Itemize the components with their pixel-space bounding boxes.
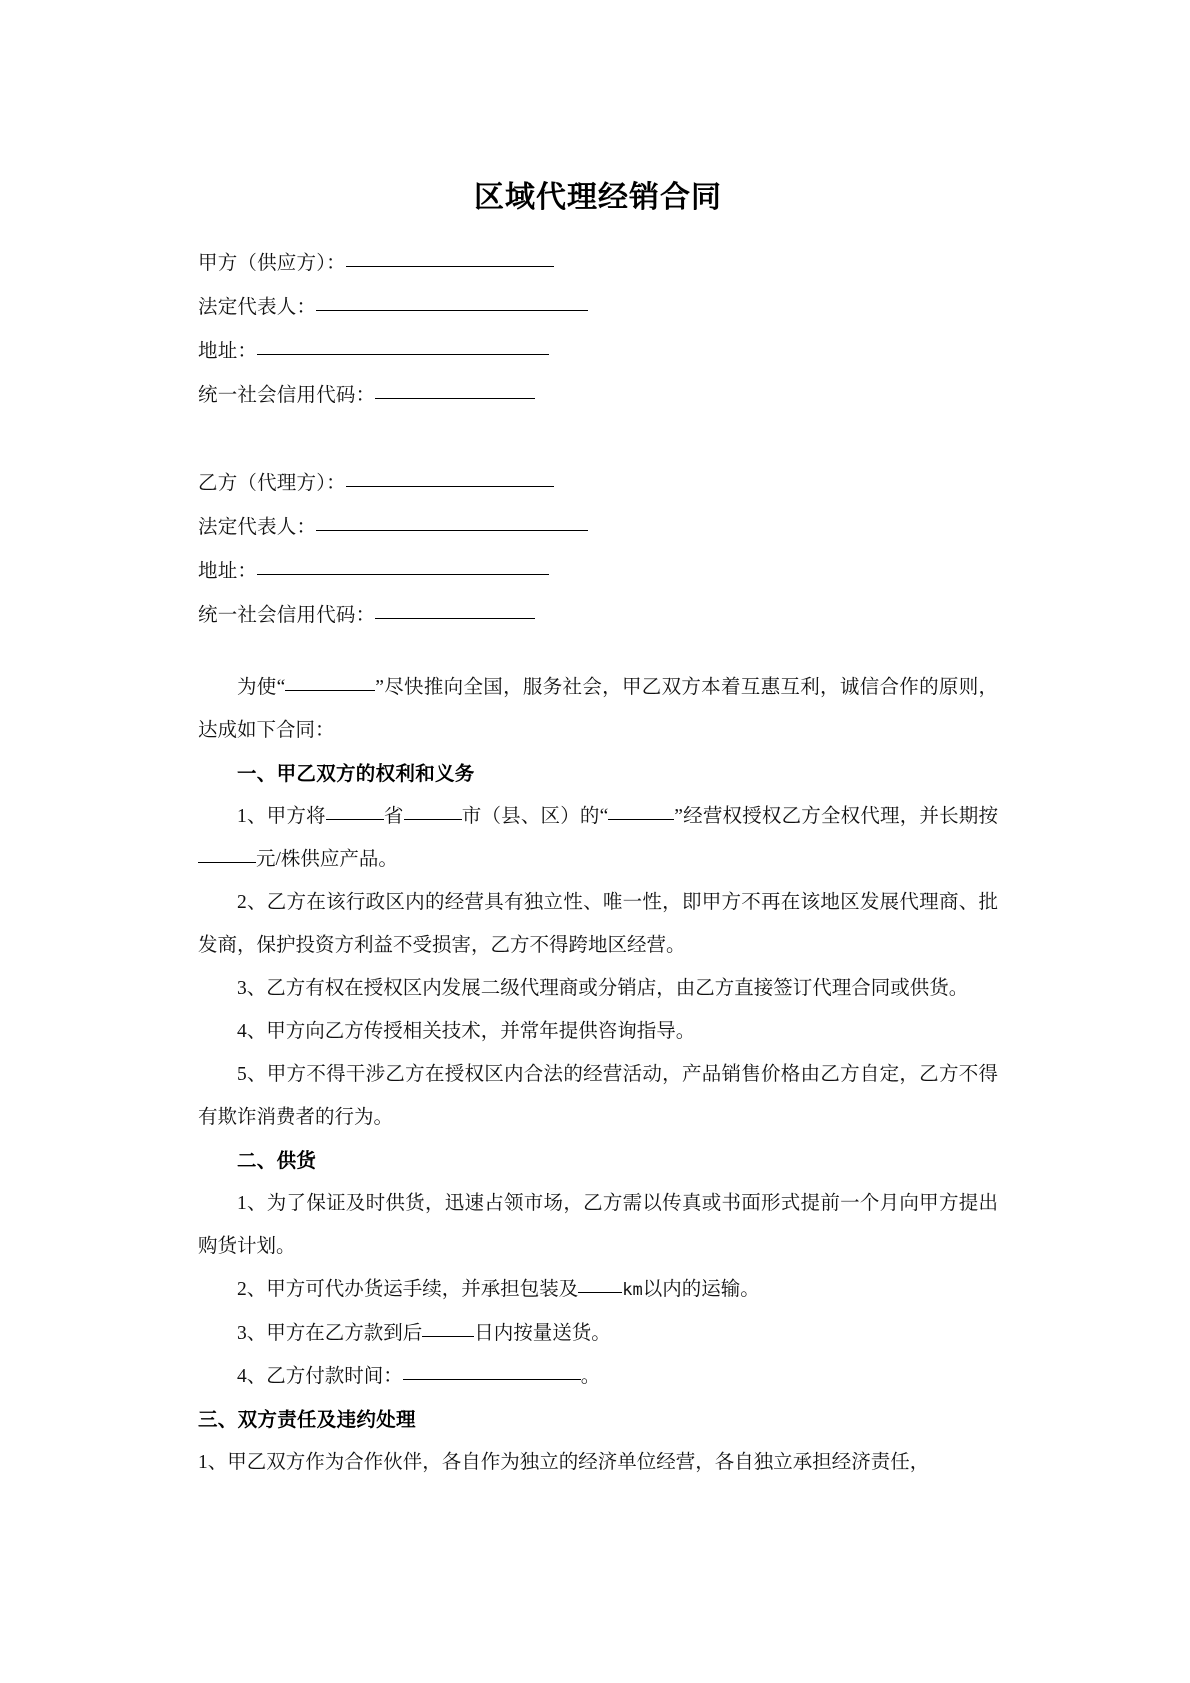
field-label: 统一社会信用代码： <box>198 605 376 626</box>
clause-2-2 <box>198 1268 998 1312</box>
clause-2-4 <box>198 1355 998 1398</box>
clause-text: 省 <box>383 806 404 827</box>
page-content <box>198 0 998 1484</box>
clause-2-3 <box>198 1312 998 1355</box>
fill-in-blank[interactable] <box>285 690 375 691</box>
fill-in-blank[interactable] <box>375 618 535 619</box>
preamble-paragraph <box>198 666 998 752</box>
clause-1-5: 5、甲方不得干涉乙方在授权区内合法的经营活动，产品销售价格由乙方自定，乙方不得有欺诈消费者的行为。 <box>198 1064 998 1128</box>
document-body <box>198 666 998 1484</box>
field-label: 法定代表人： <box>198 517 317 538</box>
clause-text: 1、甲方将 <box>237 806 326 827</box>
fill-in-blank[interactable] <box>404 819 462 820</box>
clause-text: 日内按量送货。 <box>474 1323 611 1344</box>
fill-in-blank[interactable] <box>422 1336 474 1337</box>
fill-in-blank[interactable] <box>403 1379 581 1380</box>
field-label: 地址： <box>198 341 258 362</box>
clause-text: 市（县、区）的“ <box>461 806 609 827</box>
clause-3-1: 1、甲乙双方作为合作伙伴，各自作为独立的经济单位经营，各自独立承担经济责任， <box>198 1452 930 1473</box>
field-row-supplier-credit-code <box>198 374 998 418</box>
section-heading-2: 二、供货 <box>237 1149 317 1172</box>
clause-text: 以内的运输。 <box>642 1279 760 1300</box>
preamble-part-1: 为使“ <box>237 677 286 698</box>
fill-in-blank[interactable] <box>316 530 588 531</box>
field-row-supplier-legal-rep <box>198 286 998 330</box>
field-label: 地址： <box>198 561 258 582</box>
clause-text: 4、乙方付款时间： <box>237 1366 403 1387</box>
field-label: 法定代表人： <box>198 297 317 318</box>
fill-in-blank[interactable] <box>375 398 535 399</box>
fill-in-blank[interactable] <box>316 310 588 311</box>
clause-text: 元/株供应产品。 <box>256 849 398 870</box>
fill-in-blank[interactable] <box>346 266 554 267</box>
field-label: 统一社会信用代码： <box>198 385 376 406</box>
party-b-block <box>198 462 998 638</box>
field-row-agent-legal-rep <box>198 506 998 550</box>
preamble-part-2: ”尽快推向全国，服务社会，甲乙双方本着互惠互利，诚信合作的原则，达成如下合同： <box>198 677 999 741</box>
unit-label-km: km <box>622 1280 643 1300</box>
clause-1-1 <box>198 795 998 881</box>
fill-in-blank[interactable] <box>198 862 256 863</box>
field-row-agent-address <box>198 550 998 594</box>
clause-1-4: 4、甲方向乙方传授相关技术，并常年提供咨询指导。 <box>237 1021 696 1042</box>
party-spacer <box>198 418 998 462</box>
fill-in-blank[interactable] <box>257 574 549 575</box>
fill-in-blank[interactable] <box>326 819 384 820</box>
clause-text: 2、甲方可代办货运手续，并承担包装及 <box>237 1279 579 1300</box>
fill-in-blank[interactable] <box>257 354 549 355</box>
section-heading-3: 三、双方责任及违约处理 <box>198 1408 416 1431</box>
clause-text: 3、甲方在乙方款到后 <box>237 1323 423 1344</box>
field-label: 甲方（供应方）： <box>198 253 346 274</box>
clause-1-2: 2、乙方在该行政区内的经营具有独立性、唯一性，即甲方不再在该地区发展代理商、批发商，保护投资方利益不受损害，乙方不得跨地区经营。 <box>198 892 998 956</box>
party-a-block <box>198 242 998 418</box>
clause-2-1: 1、为了保证及时供货，迅速占领市场，乙方需以传真或书面形式提前一个月向甲方提出购货计划。 <box>198 1193 998 1257</box>
clause-1-3: 3、乙方有权在授权区内发展二级代理商或分销店，由乙方直接签订代理合同或供货。 <box>237 978 969 999</box>
field-row-supplier-name <box>198 242 998 286</box>
fill-in-blank[interactable] <box>608 819 674 820</box>
field-row-agent-name <box>198 462 998 506</box>
field-row-supplier-address <box>198 330 998 374</box>
fill-in-blank[interactable] <box>346 486 554 487</box>
clause-text: ”经营权授权乙方全权代理，并长期按 <box>674 806 998 827</box>
page-title: 区域代理经销合同 <box>474 180 722 215</box>
field-label: 乙方（代理方）： <box>198 473 346 494</box>
clause-text: 。 <box>580 1366 601 1387</box>
section-heading-1: 一、甲乙双方的权利和义务 <box>237 762 475 785</box>
fill-in-blank[interactable] <box>578 1292 622 1293</box>
field-row-agent-credit-code <box>198 594 998 638</box>
